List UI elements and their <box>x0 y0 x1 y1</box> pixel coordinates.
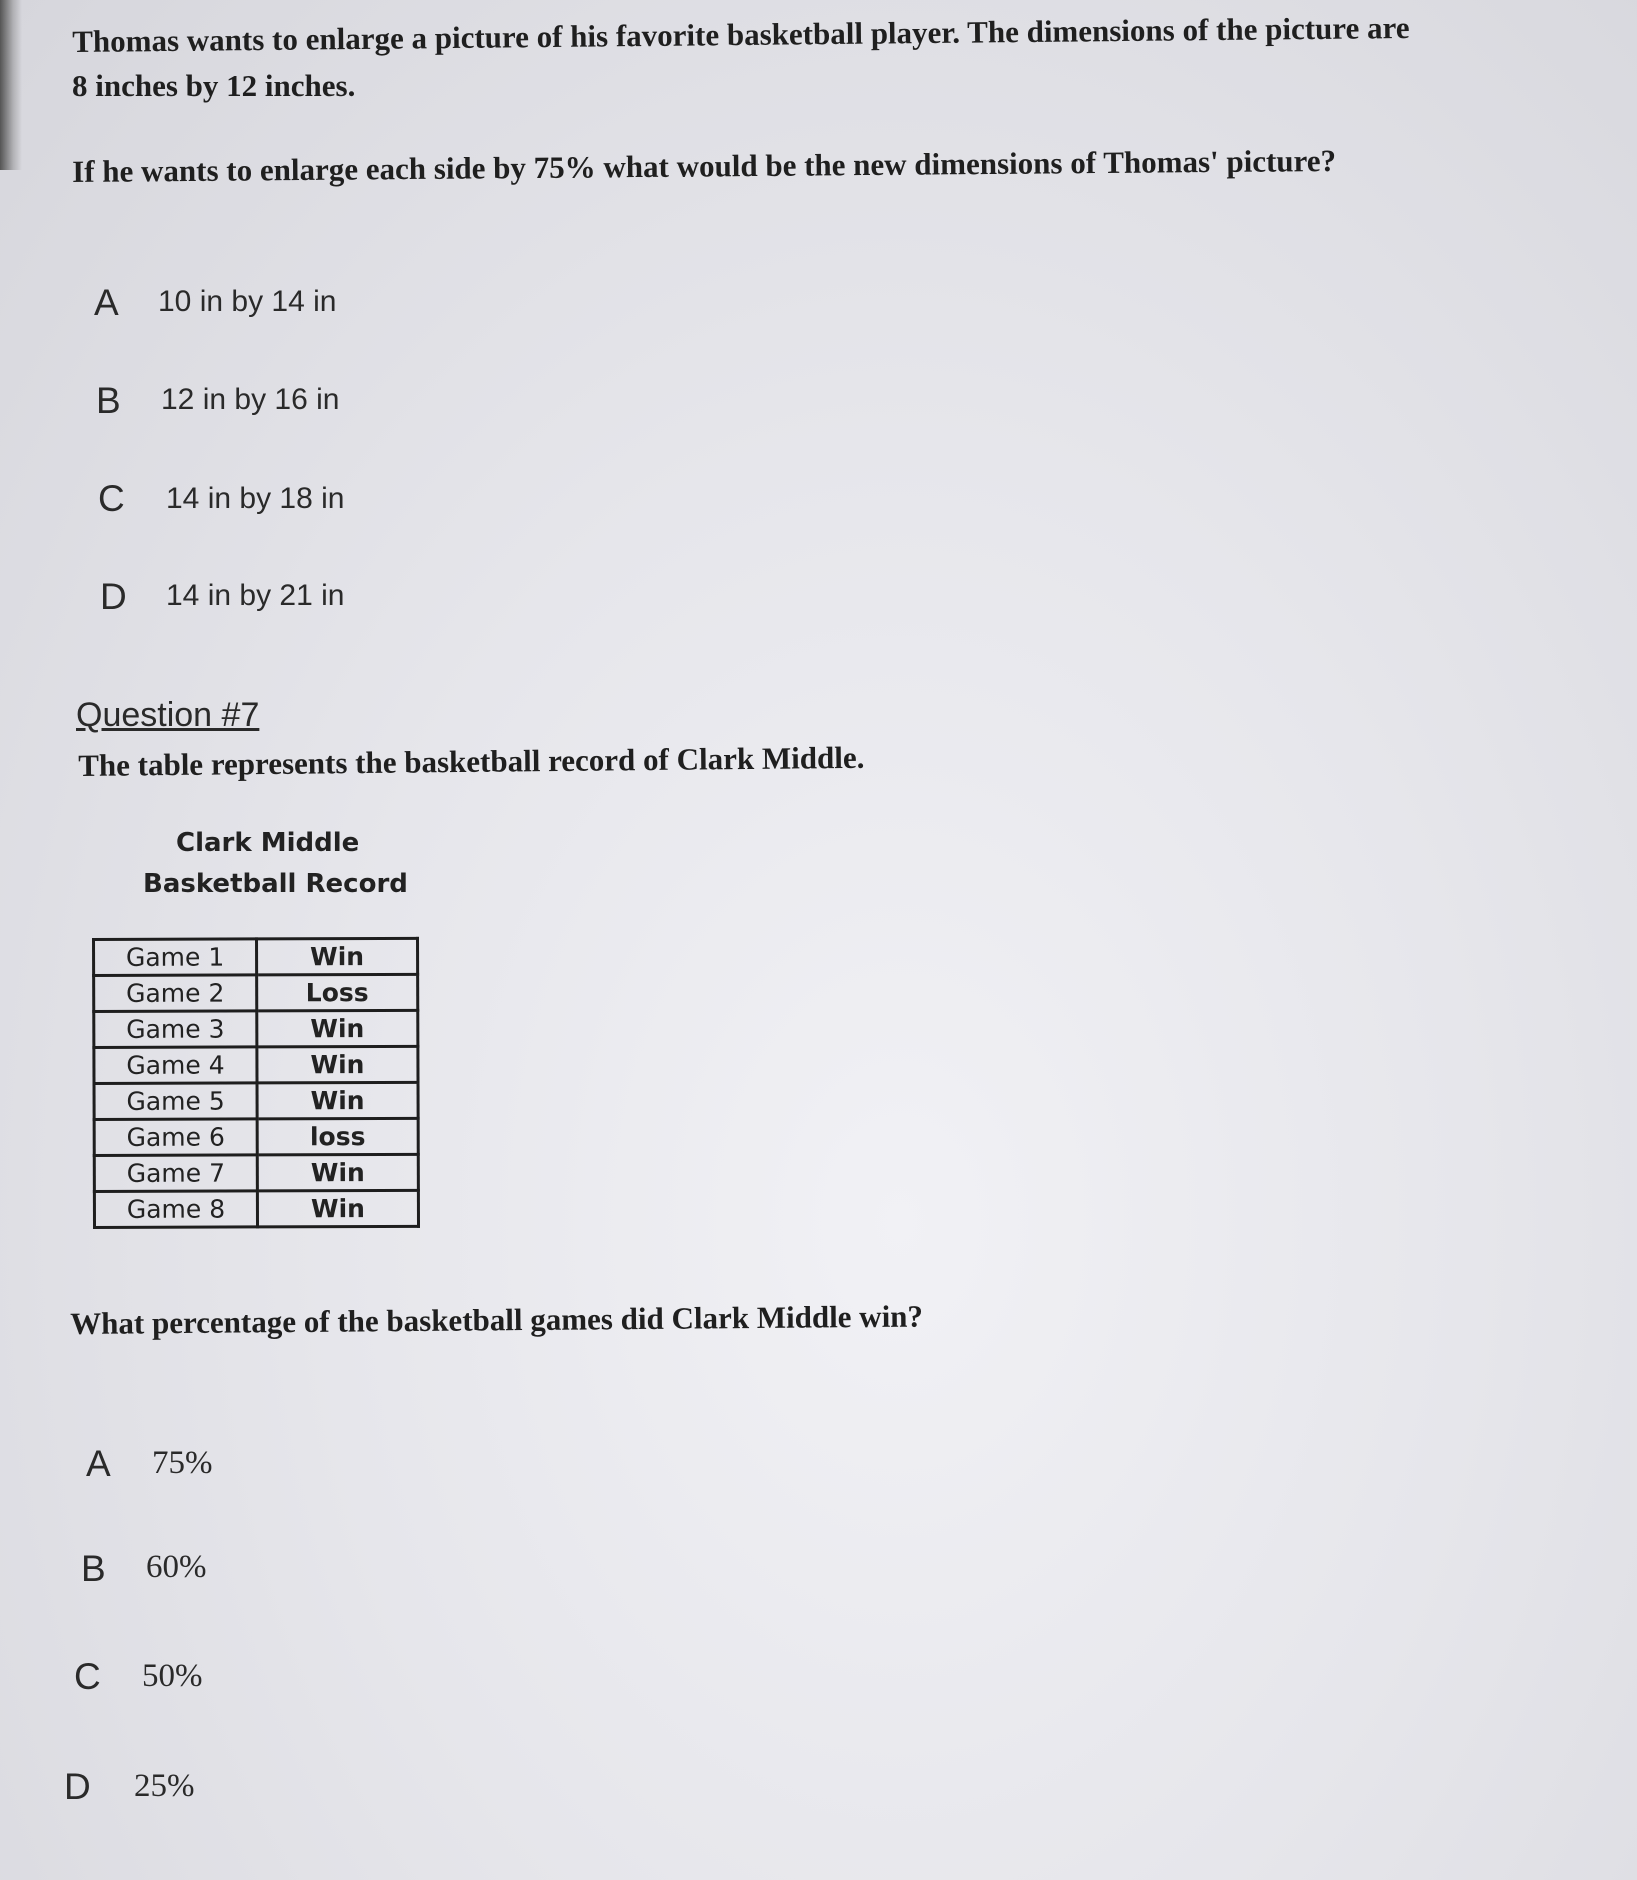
table-row <box>94 1082 418 1119</box>
choice-letter: A <box>86 1443 111 1484</box>
table-row <box>94 1190 418 1227</box>
choice-letter: D <box>64 1766 91 1807</box>
choice-text: 50% <box>142 1658 203 1694</box>
game-cell: Game 3 <box>94 1011 257 1048</box>
table-row <box>94 1154 418 1191</box>
table-title-line-2: Basketball Record <box>143 869 408 899</box>
result-cell: Win <box>257 1190 418 1227</box>
table-row <box>94 938 418 975</box>
question-7-question: What percentage of the basketball games did Clark Middle win? <box>70 1298 924 1341</box>
choice-letter: B <box>81 1548 106 1589</box>
question-6-question: If he wants to enlarge each side by 75% what would be the new dimensions of Thomas' picture? <box>72 142 1337 189</box>
choice-letter: A <box>94 282 119 323</box>
result-cell: Win <box>257 1046 418 1083</box>
result-cell: loss <box>257 1118 418 1155</box>
game-cell: Game 1 <box>94 939 257 976</box>
question-7-intro: The table represents the basketball record of Clark Middle. <box>78 739 865 783</box>
choice-letter: B <box>96 380 121 421</box>
choice-text: 75% <box>152 1445 213 1481</box>
result-cell: Win <box>257 1010 418 1047</box>
game-cell: Game 5 <box>94 1083 257 1120</box>
game-cell: Game 4 <box>94 1047 257 1084</box>
game-cell: Game 6 <box>94 1119 257 1156</box>
table-row <box>94 974 418 1011</box>
result-cell: Win <box>257 938 418 975</box>
game-cell: Game 2 <box>94 975 257 1012</box>
question-7-heading: Question #7 <box>76 696 260 734</box>
choice-text: 25% <box>134 1768 195 1804</box>
choice-letter: C <box>74 1656 101 1697</box>
choice-text: 60% <box>146 1549 207 1585</box>
question-6-prompt-line-2: 8 inches by 12 inches. <box>72 68 356 103</box>
result-cell: Win <box>257 1082 418 1119</box>
choice-text: 14 in by 18 in <box>166 482 345 515</box>
basketball-record-table <box>92 937 420 1229</box>
game-cell: Game 7 <box>94 1155 257 1192</box>
choice-text: 10 in by 14 in <box>158 285 337 318</box>
result-cell: Win <box>257 1154 418 1191</box>
choice-letter: C <box>98 478 125 519</box>
table-row <box>94 1046 418 1083</box>
game-cell: Game 8 <box>94 1191 257 1228</box>
result-cell: Loss <box>257 974 418 1011</box>
page-edge-shadow <box>0 0 22 170</box>
question-6-prompt-line-1: Thomas wants to enlarge a picture of his favorite basketball player. The dimensions of the picture are <box>72 9 1410 59</box>
table-row <box>94 1118 418 1155</box>
choice-letter: D <box>100 576 127 617</box>
choice-text: 12 in by 16 in <box>161 383 340 416</box>
table-title-line-1: Clark Middle <box>176 828 360 858</box>
choice-text: 14 in by 21 in <box>166 579 345 612</box>
table-row <box>94 1010 418 1047</box>
